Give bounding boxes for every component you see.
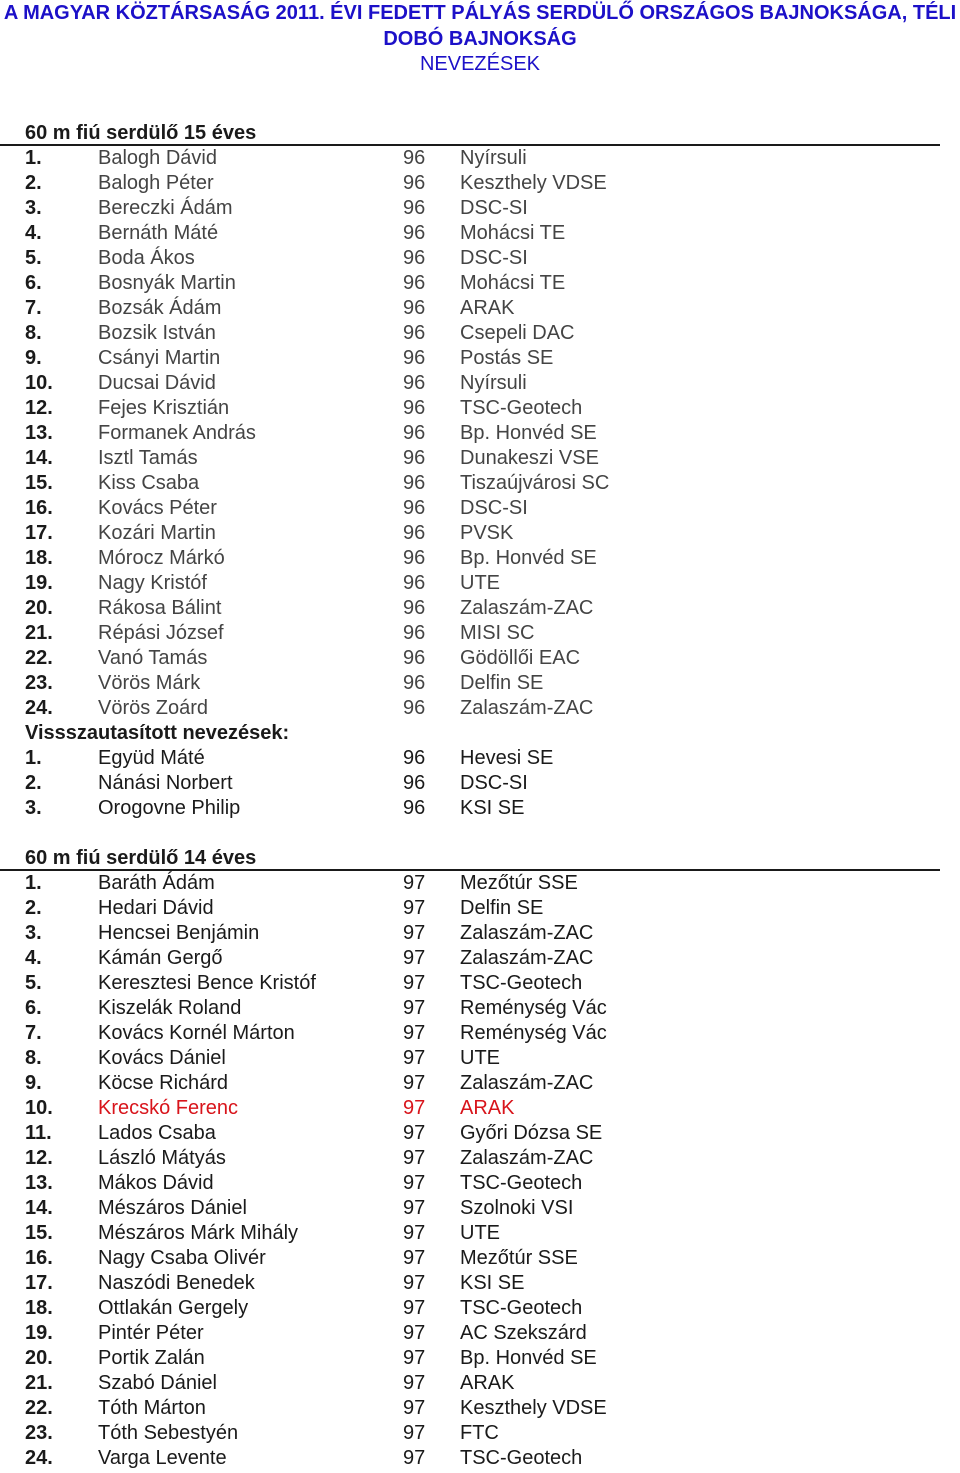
club-name: Győri Dózsa SE	[460, 1122, 603, 1144]
club-name: FTC	[460, 1422, 499, 1444]
table-row	[0, 1296, 960, 1321]
birth-year: 96	[403, 772, 426, 794]
entry-number: 18.	[25, 547, 53, 569]
club-name: Nyírsuli	[460, 372, 527, 394]
birth-year: 96	[403, 547, 426, 569]
athlete-name: Balogh Dávid	[98, 147, 217, 169]
birth-year: 97	[403, 1047, 426, 1069]
birth-year: 96	[403, 497, 426, 519]
entry-number: 15.	[25, 1222, 53, 1244]
entry-number: 10.	[25, 1097, 53, 1119]
table-row	[0, 571, 960, 596]
athlete-name: Kovács Kornél Márton	[98, 1022, 295, 1044]
entry-number: 23.	[25, 672, 53, 694]
club-name: ARAK	[460, 1097, 515, 1119]
athlete-name: Köcse Richárd	[98, 1072, 229, 1094]
athlete-name: Tóth Sebestyén	[98, 1422, 239, 1444]
entry-number: 10.	[25, 372, 53, 394]
entry-number: 11.	[25, 1122, 52, 1144]
birth-year: 96	[403, 447, 426, 469]
athlete-name: Kovács Dániel	[98, 1047, 226, 1069]
entry-number: 4.	[25, 947, 42, 969]
entry-number: 14.	[25, 447, 53, 469]
table-row	[0, 421, 960, 446]
athlete-name: Szabó Dániel	[98, 1372, 217, 1394]
club-name: UTE	[460, 572, 500, 594]
athlete-name: Boda Ákos	[98, 247, 195, 269]
birth-year: 97	[403, 1347, 426, 1369]
table-row	[0, 1321, 960, 1346]
club-name: PVSK	[460, 522, 514, 544]
entry-number: 8.	[25, 322, 42, 344]
table-row	[0, 1371, 960, 1396]
entry-number: 16.	[25, 1247, 53, 1269]
club-name: DSC-SI	[460, 197, 528, 219]
birth-year: 97	[403, 1447, 426, 1469]
entry-number: 17.	[25, 1272, 53, 1294]
entry-number: 6.	[25, 272, 42, 294]
table-row	[0, 496, 960, 521]
birth-year: 96	[403, 172, 426, 194]
table-row	[0, 1446, 960, 1471]
table-row	[0, 371, 960, 396]
table-row	[0, 296, 960, 321]
athlete-name: Lados Csaba	[98, 1122, 216, 1144]
table-row	[0, 171, 960, 196]
club-name: Zalaszám-ZAC	[460, 1072, 594, 1094]
birth-year: 96	[403, 647, 426, 669]
birth-year: 97	[403, 1197, 426, 1219]
entry-number: 9.	[25, 1072, 42, 1094]
table-row	[0, 796, 960, 821]
table-row	[0, 246, 960, 271]
birth-year: 97	[403, 1422, 426, 1444]
table-row	[0, 321, 960, 346]
athlete-name: Bosnyák Martin	[98, 272, 236, 294]
athlete-name: Ducsai Dávid	[98, 372, 216, 394]
athlete-name: Mákos Dávid	[98, 1172, 214, 1194]
club-name: Keszthely VDSE	[460, 1397, 607, 1419]
athlete-name: Vörös Zoárd	[98, 697, 209, 719]
club-name: Mezőtúr SSE	[460, 1247, 578, 1269]
club-name: Dunakeszi VSE	[460, 447, 599, 469]
birth-year: 97	[403, 1247, 426, 1269]
birth-year: 96	[403, 697, 426, 719]
table-row	[0, 596, 960, 621]
athlete-name: Kiss Csaba	[98, 472, 200, 494]
club-name: Postás SE	[460, 347, 554, 369]
entry-number: 3.	[25, 797, 42, 819]
club-name: Bp. Honvéd SE	[460, 422, 597, 444]
table-row	[0, 746, 960, 771]
birth-year: 96	[403, 522, 426, 544]
birth-year: 96	[403, 272, 426, 294]
document-header	[0, 0, 960, 77]
club-name: Bp. Honvéd SE	[460, 547, 597, 569]
birth-year: 97	[403, 1322, 426, 1344]
table-row	[0, 146, 960, 171]
table-row	[0, 1096, 960, 1121]
table-row	[0, 971, 960, 996]
athlete-name: Nagy Csaba Olivér	[98, 1247, 266, 1269]
birth-year: 97	[403, 1222, 426, 1244]
club-name: Reménység Vác	[460, 1022, 607, 1044]
entry-number: 15.	[25, 472, 53, 494]
birth-year: 96	[403, 672, 426, 694]
athlete-name: Tóth Márton	[98, 1397, 206, 1419]
club-name: Zalaszám-ZAC	[460, 597, 594, 619]
entry-number: 23.	[25, 1422, 53, 1444]
entry-number: 21.	[25, 622, 53, 644]
table-row	[0, 1271, 960, 1296]
entry-number: 3.	[25, 197, 42, 219]
club-name: Zalaszám-ZAC	[460, 922, 594, 944]
table-row	[0, 996, 960, 1021]
table-row	[0, 271, 960, 296]
birth-year: 96	[403, 347, 426, 369]
table-row	[0, 1071, 960, 1096]
athlete-name: Vörös Márk	[98, 672, 201, 694]
club-name: DSC-SI	[460, 772, 528, 794]
table-row	[0, 1396, 960, 1421]
table-row	[0, 1246, 960, 1271]
club-name: TSC-Geotech	[460, 397, 583, 419]
athlete-name: Bernáth Máté	[98, 222, 219, 244]
table-row	[0, 1221, 960, 1246]
table-row	[0, 1021, 960, 1046]
entry-number: 20.	[25, 597, 53, 619]
table-row	[0, 671, 960, 696]
entry-number: 20.	[25, 1347, 53, 1369]
entry-number: 7.	[25, 297, 42, 319]
birth-year: 97	[403, 1297, 426, 1319]
club-name: Bp. Honvéd SE	[460, 1347, 597, 1369]
section-spacer	[0, 821, 960, 846]
table-row	[0, 346, 960, 371]
club-name: KSI SE	[460, 1272, 525, 1294]
club-name: Mohácsi TE	[460, 222, 566, 244]
birth-year: 96	[403, 797, 426, 819]
birth-year: 97	[403, 1022, 426, 1044]
entry-number: 16.	[25, 497, 53, 519]
entry-number: 14.	[25, 1197, 53, 1219]
entry-number: 8.	[25, 1047, 42, 1069]
table-row	[0, 521, 960, 546]
club-name: Nyírsuli	[460, 147, 527, 169]
club-name: Mohácsi TE	[460, 272, 566, 294]
club-name: Hevesi SE	[460, 747, 554, 769]
entry-number: 19.	[25, 572, 53, 594]
athlete-name: Kámán Gergő	[98, 947, 223, 969]
club-name: Delfin SE	[460, 672, 544, 694]
table-row	[0, 1196, 960, 1221]
entries-content	[0, 121, 960, 1471]
birth-year: 96	[403, 597, 426, 619]
athlete-name: László Mátyás	[98, 1147, 226, 1169]
athlete-name: Baráth Ádám	[98, 872, 215, 894]
athlete-name: Mészáros Márk Mihály	[98, 1222, 299, 1244]
club-name: UTE	[460, 1222, 500, 1244]
document-subtitle: NEVEZÉSEK	[419, 53, 541, 75]
club-name: Delfin SE	[460, 897, 544, 919]
birth-year: 97	[403, 1122, 426, 1144]
club-name: TSC-Geotech	[460, 1172, 583, 1194]
entry-number: 22.	[25, 1397, 53, 1419]
entry-number: 9.	[25, 347, 42, 369]
club-name: AC Szekszárd	[460, 1322, 587, 1344]
club-name: Zalaszám-ZAC	[460, 947, 594, 969]
club-name: Gödöllői EAC	[460, 647, 581, 669]
birth-year: 97	[403, 897, 426, 919]
athlete-name: Mórocz Márkó	[98, 547, 225, 569]
birth-year: 96	[403, 622, 426, 644]
entry-number: 2.	[25, 897, 42, 919]
club-name: Mezőtúr SSE	[460, 872, 578, 894]
withdrawn-heading: Vissszautasított nevezések:	[25, 722, 290, 744]
table-row	[0, 1171, 960, 1196]
athlete-name: Varga Levente	[98, 1447, 227, 1469]
athlete-name: Kiszelák Roland	[98, 997, 242, 1019]
birth-year: 96	[403, 372, 426, 394]
table-row	[0, 1421, 960, 1446]
birth-year: 97	[403, 1397, 426, 1419]
athlete-name: Bozsák Ádám	[98, 297, 222, 319]
athlete-name: Fejes Krisztián	[98, 397, 230, 419]
document-title-line-1: A MAGYAR KÖZTÁRSASÁG 2011. ÉVI FEDETT PÁLYÁS SERDÜLŐ ORSZÁGOS BAJNOKSÁGA, TÉLI	[3, 2, 957, 24]
club-name: DSC-SI	[460, 247, 528, 269]
birth-year: 97	[403, 947, 426, 969]
entry-number: 24.	[25, 697, 53, 719]
athlete-name: Hedari Dávid	[98, 897, 214, 919]
table-row	[0, 1346, 960, 1371]
athlete-name: Formanek András	[98, 422, 256, 444]
table-row	[0, 396, 960, 421]
athlete-name: Nánási Norbert	[98, 772, 233, 794]
table-row	[0, 921, 960, 946]
birth-year: 96	[403, 572, 426, 594]
athlete-name: Keresztesi Bence Kristóf	[98, 972, 316, 994]
athlete-name: Naszódi Benedek	[98, 1272, 255, 1294]
entry-number: 1.	[25, 872, 42, 894]
document-title-line-2: DOBÓ BAJNOKSÁG	[383, 28, 577, 50]
club-name: Szolnoki VSI	[460, 1197, 574, 1219]
club-name: Reménység Vác	[460, 997, 607, 1019]
club-name: TSC-Geotech	[460, 1297, 583, 1319]
birth-year: 96	[403, 422, 426, 444]
athlete-name: Pintér Péter	[98, 1322, 204, 1344]
club-name: Csepeli DAC	[460, 322, 575, 344]
section-heading: 60 m fiú serdülő 14 éves	[0, 846, 940, 871]
athlete-name: Hencsei Benjámin	[98, 922, 260, 944]
club-name: Zalaszám-ZAC	[460, 697, 594, 719]
birth-year: 97	[403, 1072, 426, 1094]
athlete-name: Orogovne Philip	[98, 797, 241, 819]
athlete-name: Kovács Péter	[98, 497, 217, 519]
entry-number: 21.	[25, 1372, 53, 1394]
birth-year: 97	[403, 1097, 426, 1119]
table-row	[0, 546, 960, 571]
birth-year: 97	[403, 1172, 426, 1194]
birth-year: 97	[403, 997, 426, 1019]
entry-number: 5.	[25, 972, 42, 994]
birth-year: 96	[403, 397, 426, 419]
birth-year: 97	[403, 872, 426, 894]
athlete-name: Nagy Kristóf	[98, 572, 207, 594]
birth-year: 96	[403, 297, 426, 319]
athlete-name: Rákosa Bálint	[98, 597, 222, 619]
birth-year: 97	[403, 922, 426, 944]
entry-number: 7.	[25, 1022, 42, 1044]
entry-number: 5.	[25, 247, 42, 269]
athlete-name: Balogh Péter	[98, 172, 214, 194]
club-name: UTE	[460, 1047, 500, 1069]
club-name: TSC-Geotech	[460, 972, 583, 994]
athlete-name: Bereczki Ádám	[98, 197, 233, 219]
birth-year: 96	[403, 197, 426, 219]
birth-year: 97	[403, 1147, 426, 1169]
club-name: ARAK	[460, 1372, 515, 1394]
club-name: ARAK	[460, 297, 515, 319]
birth-year: 96	[403, 747, 426, 769]
entry-number: 18.	[25, 1297, 53, 1319]
table-row	[0, 196, 960, 221]
entry-number: 3.	[25, 922, 42, 944]
club-name: TSC-Geotech	[460, 1447, 583, 1469]
athlete-name: Isztl Tamás	[98, 447, 198, 469]
entry-number: 12.	[25, 397, 53, 419]
club-name: Tiszaújvárosi SC	[460, 472, 610, 494]
athlete-name: Csányi Martin	[98, 347, 221, 369]
entry-number: 1.	[25, 747, 42, 769]
birth-year: 97	[403, 1372, 426, 1394]
birth-year: 97	[403, 972, 426, 994]
entry-number: 6.	[25, 997, 42, 1019]
table-row	[0, 646, 960, 671]
club-name: Zalaszám-ZAC	[460, 1147, 594, 1169]
table-row	[0, 471, 960, 496]
entry-number: 13.	[25, 422, 53, 444]
table-row	[0, 1146, 960, 1171]
entry-number: 1.	[25, 147, 42, 169]
table-row	[0, 621, 960, 646]
table-row	[0, 446, 960, 471]
entry-number: 19.	[25, 1322, 53, 1344]
table-row	[0, 1046, 960, 1071]
table-row	[0, 871, 960, 896]
entry-number: 2.	[25, 772, 42, 794]
athlete-name: Együd Máté	[98, 747, 205, 769]
entry-number: 24.	[25, 1447, 53, 1469]
athlete-name: Portik Zalán	[98, 1347, 205, 1369]
club-name: MISI SC	[460, 622, 535, 644]
athlete-name: Krecskó Ferenc	[98, 1097, 239, 1119]
birth-year: 96	[403, 247, 426, 269]
club-name: DSC-SI	[460, 497, 528, 519]
entry-number: 17.	[25, 522, 53, 544]
entry-number: 4.	[25, 222, 42, 244]
birth-year: 97	[403, 1272, 426, 1294]
table-row	[0, 771, 960, 796]
table-row	[0, 221, 960, 246]
club-name: KSI SE	[460, 797, 525, 819]
section-heading: 60 m fiú serdülő 15 éves	[0, 121, 940, 146]
birth-year: 96	[403, 472, 426, 494]
club-name: Keszthely VDSE	[460, 172, 607, 194]
athlete-name: Kozári Martin	[98, 522, 216, 544]
birth-year: 96	[403, 147, 426, 169]
birth-year: 96	[403, 322, 426, 344]
athlete-name: Vanó Tamás	[98, 647, 208, 669]
table-row	[0, 896, 960, 921]
athlete-name: Ottlakán Gergely	[98, 1297, 249, 1319]
birth-year: 96	[403, 222, 426, 244]
table-row	[0, 696, 960, 721]
athlete-name: Répási József	[98, 622, 224, 644]
entry-number: 22.	[25, 647, 53, 669]
athlete-name: Mészáros Dániel	[98, 1197, 247, 1219]
entry-number: 2.	[25, 172, 42, 194]
table-row	[0, 1121, 960, 1146]
athlete-name: Bozsik István	[98, 322, 216, 344]
table-row	[0, 946, 960, 971]
entry-number: 12.	[25, 1147, 53, 1169]
entry-number: 13.	[25, 1172, 53, 1194]
